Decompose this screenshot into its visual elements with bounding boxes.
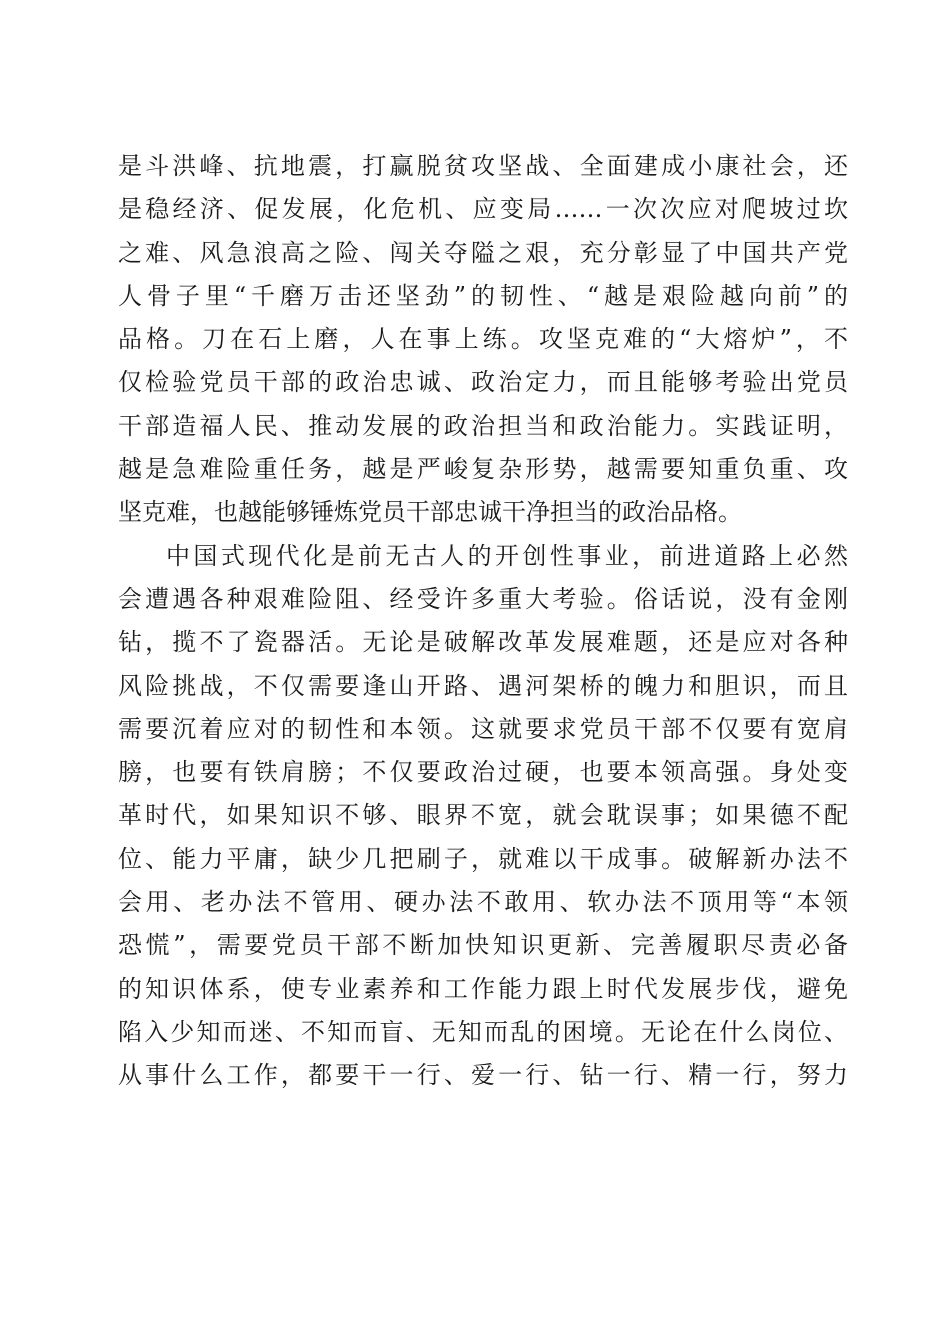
paragraph-line: 风险挑战，不仅需要逢山开路、遇河架桥的魄力和胆识，而且	[118, 671, 848, 700]
paragraph-line: 越是急难险重任务，越是严峻复杂形势，越需要知重负重、攻	[118, 455, 848, 484]
paragraph-line: 坚克难，也越能够锤炼党员干部忠诚干净担当的政治品格。	[118, 498, 742, 527]
paragraph-2	[118, 535, 848, 1098]
paragraph-line: 是稳经济、促发展，化危机、应变局……一次次应对爬坡过坎	[118, 195, 848, 224]
paragraph-line: 膀，也要有铁肩膀；不仅要政治过硬，也要本领高强。身处变	[118, 758, 848, 787]
paragraph-line: 品格。刀在石上磨，人在事上练。攻坚克难的“大熔炉”，不	[118, 325, 848, 354]
paragraph-line: 钻，揽不了瓷器活。无论是破解改革发展难题，还是应对各种	[118, 628, 848, 657]
paragraph-line: 干部造福人民、推动发展的政治担当和政治能力。实践证明，	[118, 411, 848, 440]
paragraph-line: 需要沉着应对的韧性和本领。这就要求党员干部不仅要有宽肩	[118, 714, 848, 743]
paragraph-line: 陷入少知而迷、不知而盲、无知而乱的困境。无论在什么岗位、	[118, 1017, 848, 1046]
paragraph-line: 位、能力平庸，缺少几把刷子，就难以干成事。破解新办法不	[118, 844, 848, 873]
paragraph-1	[118, 145, 848, 535]
paragraph-line: 的知识体系，使专业素养和工作能力跟上时代发展步伐，避免	[118, 974, 848, 1003]
paragraph-line: 会遭遇各种艰难险阻、经受许多重大考验。俗话说，没有金刚	[118, 584, 848, 613]
paragraph-line: 恐慌”，需要党员干部不断加快知识更新、完善履职尽责必备	[118, 931, 848, 960]
paragraph-line: 从事什么工作，都要干一行、爱一行、钻一行、精一行，努力	[118, 1061, 848, 1090]
paragraph-line: 仅检验党员干部的政治忠诚、政治定力，而且能够考验出党员	[118, 368, 848, 397]
paragraph-line: 革时代，如果知识不够、眼界不宽，就会耽误事；如果德不配	[118, 801, 848, 830]
paragraph-line: 是斗洪峰、抗地震，打赢脱贫攻坚战、全面建成小康社会，还	[118, 152, 848, 180]
body-text	[118, 145, 848, 1098]
paragraph-line: 中国式现代化是前无古人的开创性事业，前进道路上必然	[166, 541, 848, 570]
paragraph-line: 会用、老办法不管用、硬办法不敢用、软办法不顶用等“本领	[118, 888, 848, 917]
paragraph-line: 人骨子里“千磨万击还坚劲”的韧性、“越是艰险越向前”的	[118, 281, 848, 310]
paragraph-line: 之难、风急浪高之险、闯关夺隘之艰，充分彰显了中国共产党	[118, 238, 848, 267]
